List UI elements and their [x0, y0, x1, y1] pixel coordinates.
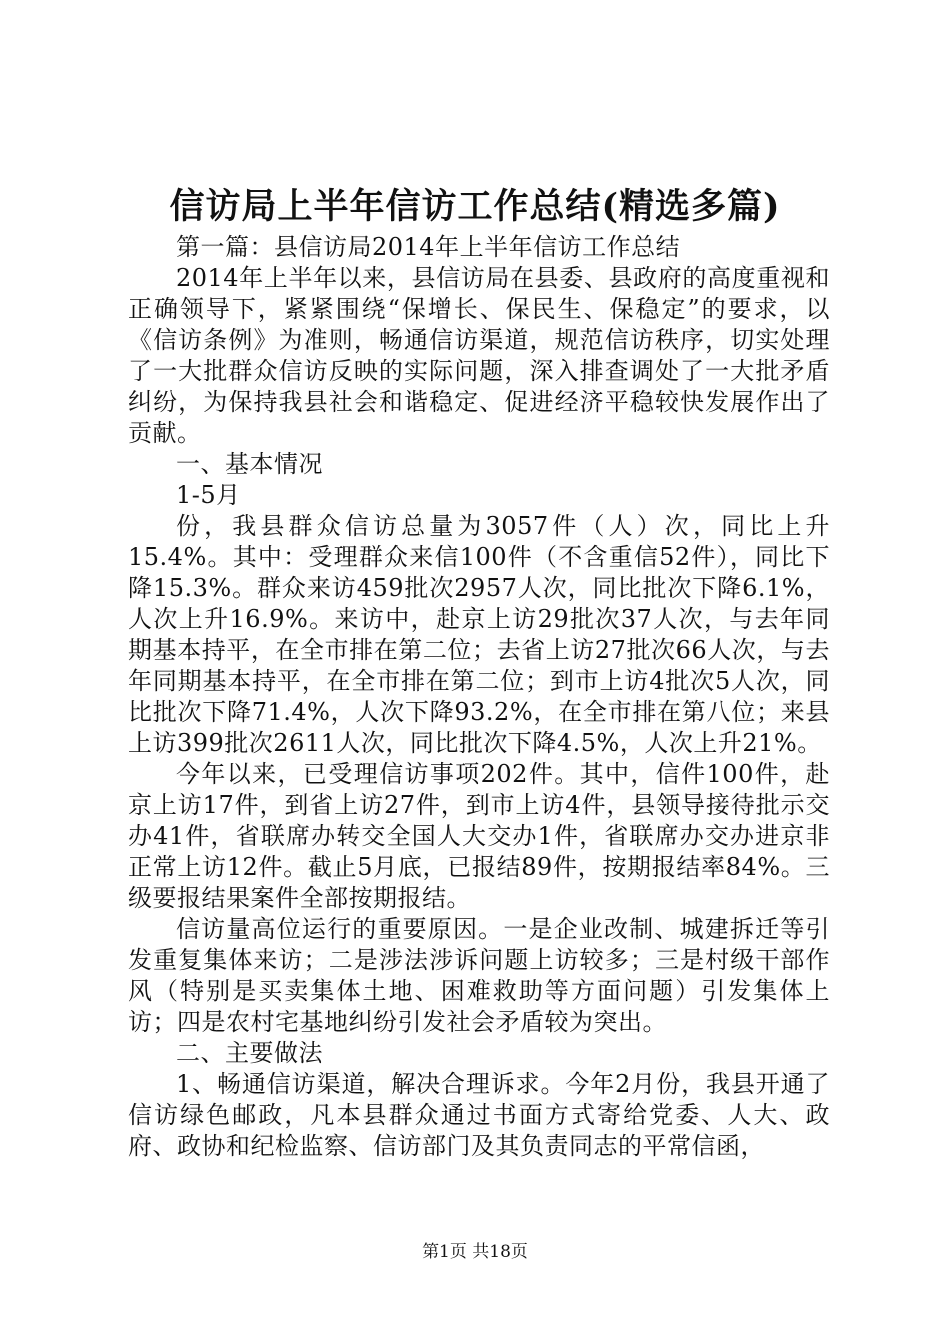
- paragraph: 今年以来，已受理信访事项202件。其中，信件100件，赴京上访17件，到省上访27件，到市上访4件，县领导接待批示交办41件，省联席办转交全国人大交办1件，省联席办交办进京非正常上访12件。截止5月底，已报结89件，按期报结率84%。三级要报结果案件全部按期报结。: [128, 760, 830, 912]
- document-body: [128, 232, 830, 1162]
- paragraph: 1-5月: [176, 481, 241, 509]
- paragraph: 信访量高位运行的重要原因。一是企业改制、城建拆迁等引发重复集体来访；二是涉法涉诉问题上访较多；三是村级干部作风（特别是买卖集体土地、困难救助等方面问题）引发集体上访；四是农村宅基地纠纷引发社会矛盾较为突出。: [128, 915, 830, 1036]
- page-number-footer: 第1页 共18页: [422, 1242, 528, 1262]
- paragraph: 份，我县群众信访总量为3057件（人）次，同比上升15.4%。其中：受理群众来信100件（不含重信52件），同比下降15.3%。群众来访459批次2957人次，同比批次下降6.1%，人次上升16.9%。来访中，赴京上访29批次37人次，与去年同期基本持平，在全市排在第二位；去省上访27批次66人次，与去年同期基本持平，在全市排在第二位；到市上访4批次5人次，同比批次下降71.4%，人次下降93.2%，在全市排在第八位；来县上访399批次2611人次，同比批次下降4.5%，人次上升21%。: [128, 512, 830, 757]
- paragraph: 2014年上半年以来，县信访局在县委、县政府的高度重视和正确领导下，紧紧围绕“保增长、保民生、保稳定”的要求，以《信访条例》为准则，畅通信访渠道，规范信访秩序，切实处理了一大批群众信访反映的实际问题，深入排查调处了一大批矛盾纠纷，为保持我县社会和谐稳定、促进经济平稳较快发展作出了贡献。: [128, 264, 830, 447]
- section-heading: 二、主要做法: [176, 1039, 323, 1067]
- section-heading: 第一篇：县信访局2014年上半年信访工作总结: [176, 233, 681, 261]
- paragraph: 1、畅通信访渠道，解决合理诉求。今年2月份，我县开通了信访绿色邮政，凡本县群众通过书面方式寄给党委、人大、政府、政协和纪检监察、信访部门及其负责同志的平常信函，: [128, 1070, 830, 1160]
- document-title: 信访局上半年信访工作总结(精选多篇): [169, 186, 781, 227]
- section-heading: 一、基本情况: [176, 450, 323, 478]
